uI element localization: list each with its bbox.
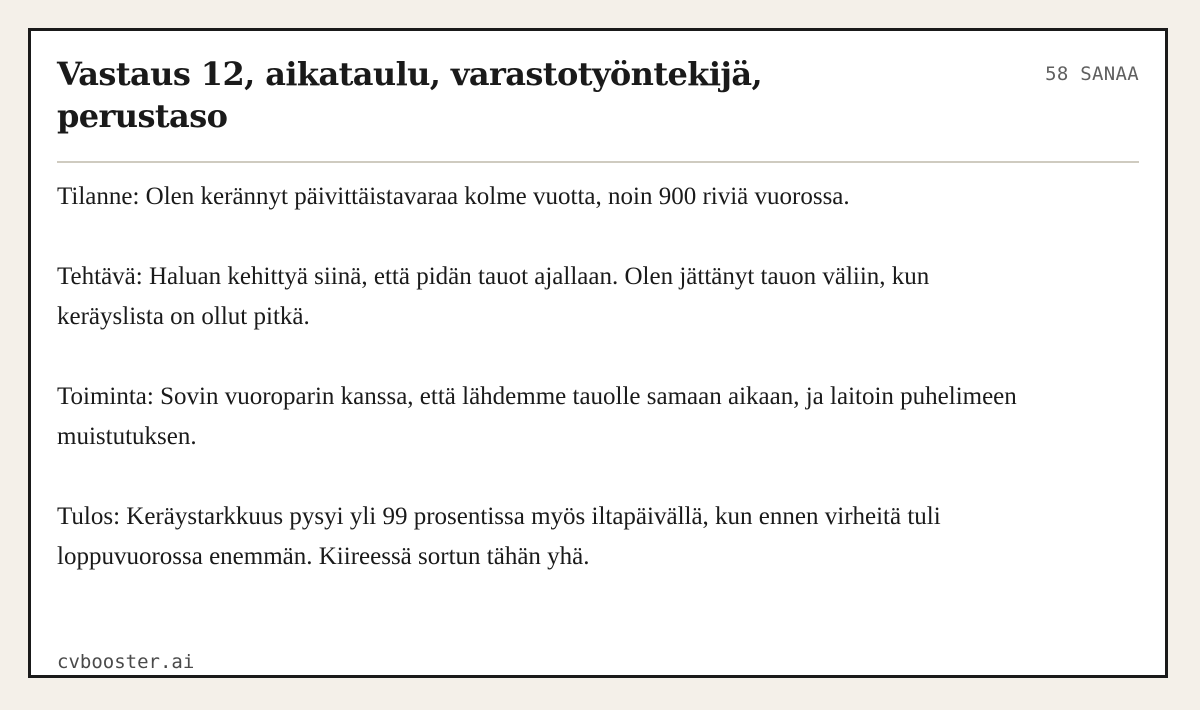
- section-situation: Tilanne: Olen kerännyt päivittäistavaraa kolme vuotta, noin 900 riviä vuorossa.: [57, 183, 850, 210]
- brand-footer: cvbooster.ai: [57, 651, 195, 673]
- section-task: Tehtävä: Haluan kehittyä siinä, että pidän tauot ajallaan. Olen jättänyt tauon väliin, kun keräyslista on ollut pitkä.: [57, 263, 930, 330]
- answer-card: [28, 28, 1168, 678]
- word-count-badge: 58 SANAA: [1045, 63, 1139, 85]
- answer-body: [57, 177, 1017, 617]
- card-title: Vastaus 12, aikataulu, varastotyöntekijä, perustaso: [57, 55, 763, 135]
- card-header: [57, 53, 1139, 163]
- section-action: Toiminta: Sovin vuoroparin kanssa, että lähdemme tauolle samaan aikaan, ja laitoin puhelimeen muistutuksen.: [57, 383, 1017, 450]
- section-result: Tulos: Keräystarkkuus pysyi yli 99 prosentissa myös iltapäivällä, kun ennen virheitä tuli loppuvuorossa enemmän. Kiireessä sortun tähän yhä.: [57, 503, 941, 570]
